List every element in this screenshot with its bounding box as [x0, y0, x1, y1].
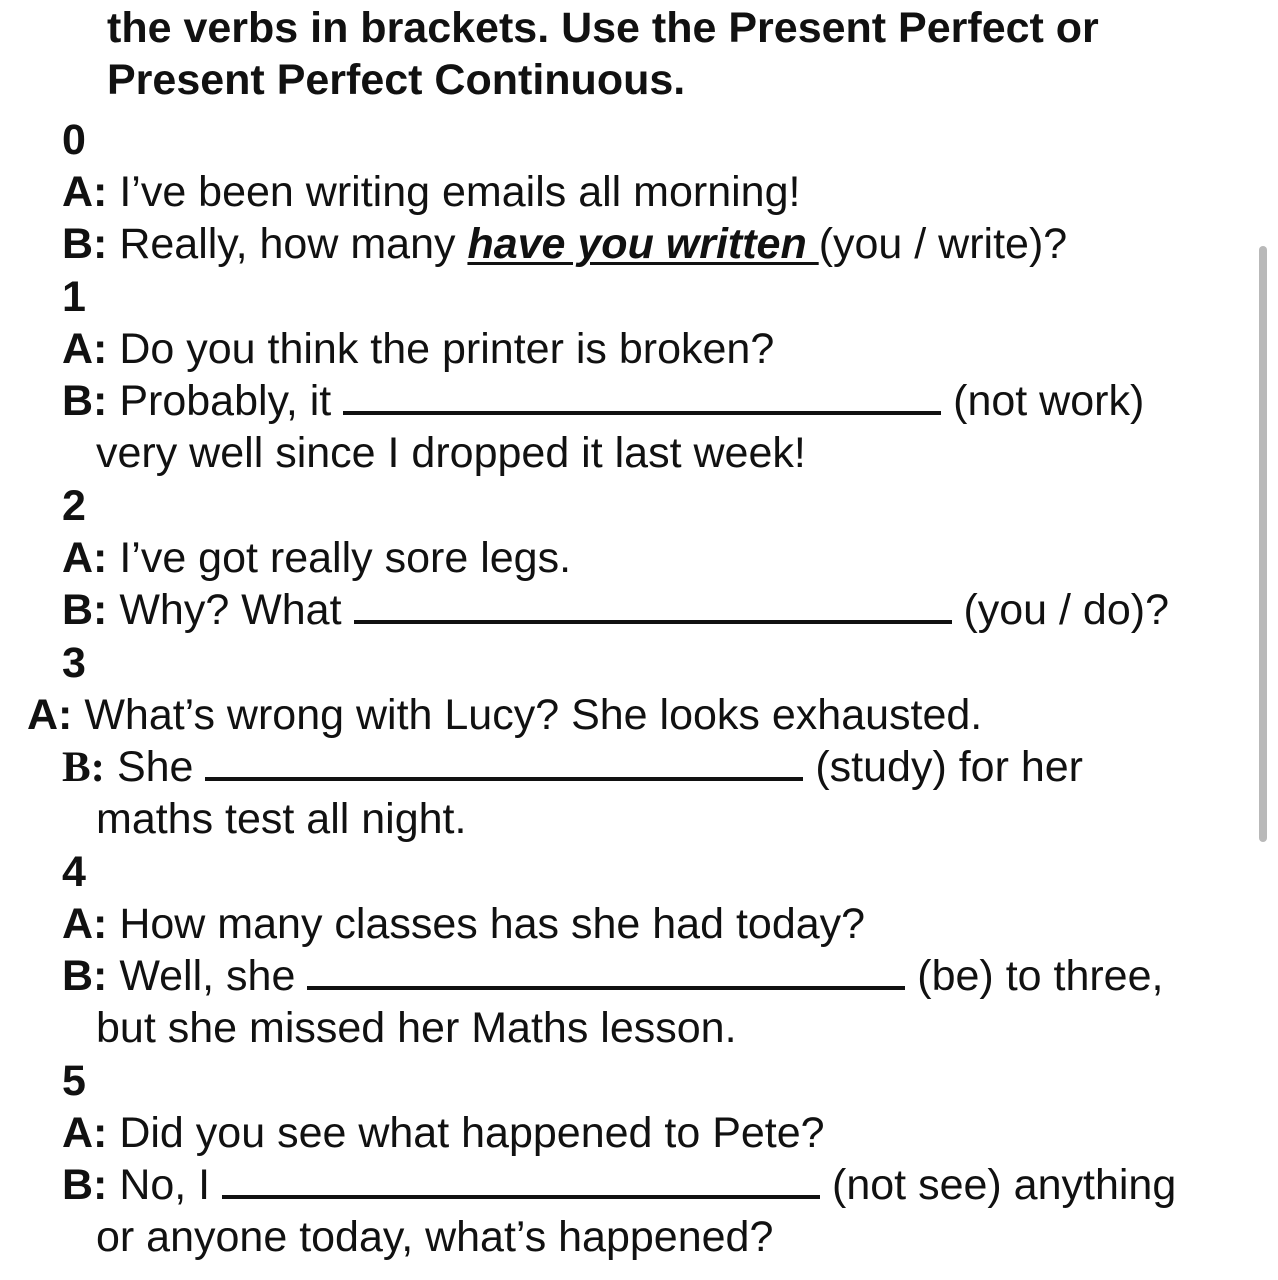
dialogue-text: She [105, 743, 206, 791]
item-3-continuation: maths test all night. [96, 795, 467, 843]
speaker-b-label: B: [62, 744, 105, 791]
item-number: 1 [62, 273, 86, 321]
dialogue-text: Really, how many [107, 220, 468, 268]
item-2-line-b [62, 584, 1169, 636]
answer-blank[interactable] [222, 1195, 820, 1199]
speaker-b-label: B: [62, 1161, 108, 1209]
dialogue-text: What’s wrong with Lucy? She looks exhausted. [72, 691, 983, 739]
verb-hint: (be) to three, [905, 952, 1164, 1000]
verb-hint: (not work) [941, 377, 1145, 425]
item-2-line-a [62, 532, 571, 584]
speaker-a-label: A: [62, 900, 108, 948]
answer-blank[interactable] [307, 986, 905, 990]
item-3-line-a [27, 689, 982, 741]
item-0-line-a [62, 166, 800, 218]
verb-hint: (you / do)? [951, 586, 1169, 634]
instructions-line-1: the verbs in brackets. Use the Present Perfect or [107, 4, 1099, 52]
speaker-a-label: A: [62, 325, 108, 373]
speaker-a-label: A: [62, 534, 108, 582]
item-4-continuation: but she missed her Maths lesson. [96, 1004, 737, 1052]
verb-hint: (you / write)? [818, 220, 1068, 268]
item-3-line-b [62, 741, 1083, 794]
item-1-continuation: very well since I dropped it last week! [96, 429, 806, 477]
item-5-line-a [62, 1107, 825, 1159]
verb-hint: (study) for her [803, 743, 1083, 791]
answer-blank[interactable] [354, 620, 952, 624]
item-5-line-b [62, 1159, 1176, 1211]
item-number: 2 [62, 482, 86, 530]
speaker-b-label: B: [62, 952, 108, 1000]
example-answer: have you written [467, 220, 819, 268]
speaker-a-label: A: [27, 691, 73, 739]
speaker-b-label: B: [62, 586, 108, 634]
dialogue-text: Well, she [107, 952, 308, 1000]
dialogue-text: Do you think the printer is broken? [107, 325, 775, 373]
answer-blank[interactable] [205, 777, 803, 781]
item-4-line-a [62, 898, 865, 950]
item-1-line-b [62, 375, 1144, 427]
speaker-b-label: B: [62, 220, 108, 268]
speaker-a-label: A: [62, 1109, 108, 1157]
item-number: 4 [62, 848, 86, 896]
dialogue-text: Probably, it [107, 377, 344, 425]
item-0-line-b [62, 218, 1067, 270]
item-1-line-a [62, 323, 774, 375]
dialogue-text: How many classes has she had today? [107, 900, 866, 948]
speaker-b-label: B: [62, 377, 108, 425]
item-number: 0 [62, 116, 86, 164]
item-5-continuation: or anyone today, what’s happened? [96, 1213, 774, 1261]
speaker-a-label: A: [62, 168, 108, 216]
dialogue-text: Why? What [107, 586, 354, 634]
item-4-line-b [62, 950, 1163, 1002]
item-number: 5 [62, 1057, 86, 1105]
dialogue-text: I’ve been writing emails all morning! [107, 168, 801, 216]
instructions-line-2: Present Perfect Continuous. [107, 56, 686, 104]
answer-blank[interactable] [343, 411, 941, 415]
dialogue-text: No, I [107, 1161, 223, 1209]
dialogue-text: I’ve got really sore legs. [107, 534, 572, 582]
dialogue-text: Did you see what happened to Pete? [107, 1109, 825, 1157]
verb-hint: (not see) anything [820, 1161, 1177, 1209]
vertical-scrollbar[interactable] [1259, 246, 1267, 842]
item-number: 3 [62, 639, 86, 687]
